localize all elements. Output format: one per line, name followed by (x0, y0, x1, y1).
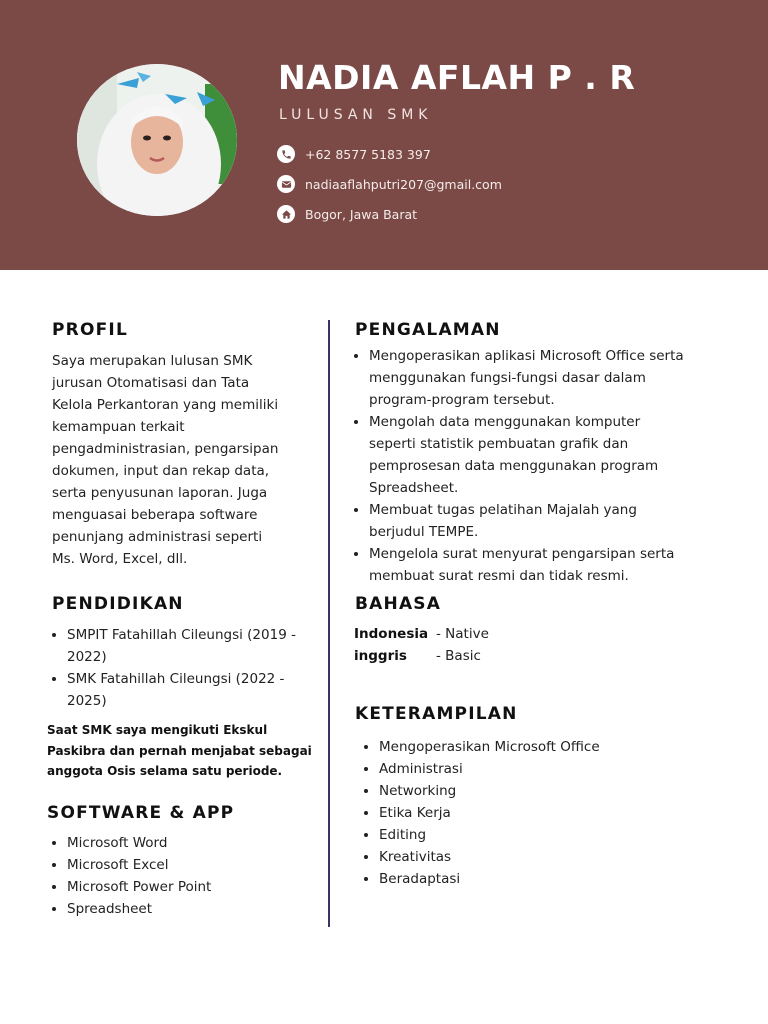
list-item: • Microsoft Excel (67, 854, 337, 876)
list-item-line: • SMPIT Fatahillah Cileungsi (2019 - (67, 627, 296, 643)
profil-line: dokumen, input dan rekap data, (52, 463, 270, 479)
email-text: nadiaaflahputri207@gmail.com (305, 176, 502, 192)
contact-location (277, 205, 417, 223)
list-item-line: • Mengoperasikan aplikasi Microsoft Office serta (369, 348, 684, 364)
header-banner (0, 0, 768, 270)
profil-text (52, 350, 322, 570)
profil-line: kemampuan terkait (52, 419, 185, 435)
profil-line: serta penyusunan laporan. Juga (52, 485, 268, 501)
profile-photo (77, 64, 237, 216)
list-item-line: pemprosesan data menggunakan program (369, 458, 659, 474)
person-subtitle: LULUSAN SMK (279, 107, 433, 123)
profil-line: penunjang administrasi seperti (52, 529, 263, 545)
list-item: • Editing (379, 824, 749, 846)
list-item (67, 624, 337, 668)
list-item: • Kreativitas (379, 846, 749, 868)
list-item-line: seperti statistik pembuatan grafik dan (369, 436, 629, 452)
profil-line: jurusan Otomatisasi dan Tata (52, 375, 250, 391)
section-title-software: SOFTWARE & APP (47, 803, 235, 823)
language-row (354, 645, 481, 667)
list-item: • Networking (379, 780, 749, 802)
section-title-profil: PROFIL (52, 320, 128, 340)
list-item-line: • Mengolah data menggunakan komputer (369, 414, 641, 430)
list-item-line: 2025) (67, 693, 107, 709)
pengalaman-list (354, 345, 754, 587)
section-title-pengalaman: PENGALAMAN (355, 320, 501, 340)
software-list (52, 832, 337, 920)
list-item: • Spreadsheet (67, 898, 337, 920)
mail-icon (277, 175, 295, 193)
language-name: Indonesia (354, 626, 429, 642)
contact-email (277, 175, 502, 193)
list-item: • Administrasi (379, 758, 749, 780)
language-level: - Native (436, 626, 489, 642)
list-item-line: 2022) (67, 649, 107, 665)
list-item (369, 499, 754, 543)
language-level: - Basic (436, 648, 481, 664)
note-line: Saat SMK saya mengikuti Ekskul (47, 723, 268, 737)
list-item (369, 411, 754, 499)
list-item (369, 543, 754, 587)
section-title-bahasa: BAHASA (355, 594, 442, 614)
profil-line: Kelola Perkantoran yang memiliki (52, 397, 279, 413)
list-item (67, 668, 337, 712)
note-line: anggota Osis selama satu periode. (47, 764, 283, 778)
profil-line: Saya merupakan lulusan SMK (52, 353, 253, 369)
phone-text: +62 8577 5183 397 (305, 146, 431, 162)
contact-phone (277, 145, 431, 163)
section-title-keterampilan: KETERAMPILAN (355, 704, 518, 724)
section-title-pendidikan: PENDIDIKAN (52, 594, 184, 614)
list-item-line: • Membuat tugas pelatihan Majalah yang (369, 502, 637, 518)
list-item-line: menggunakan fungsi-fungsi dasar dalam (369, 370, 646, 386)
list-item: • Etika Kerja (379, 802, 749, 824)
pendidikan-note (47, 720, 327, 782)
language-row (354, 623, 489, 645)
profil-line: pengadministrasian, pengarsipan (52, 441, 279, 457)
list-item: • Microsoft Word (67, 832, 337, 854)
person-name: NADIA AFLAH P . R (278, 58, 636, 97)
language-name: inggris (354, 648, 407, 664)
location-text: Bogor, Jawa Barat (305, 206, 418, 222)
list-item-line: • SMK Fatahillah Cileungsi (2022 - (67, 671, 285, 687)
note-line: Paskibra dan pernah menjabat sebagai (47, 743, 312, 758)
profil-line: menguasai beberapa software (52, 507, 258, 523)
list-item: • Microsoft Power Point (67, 876, 337, 898)
list-item (369, 345, 754, 411)
list-item-line: berjudul TEMPE. (369, 524, 479, 540)
list-item: • Mengoperasikan Microsoft Office (379, 736, 749, 758)
profil-line: Ms. Word, Excel, dll. (52, 551, 188, 567)
list-item-line: membuat surat resmi dan tidak resmi. (369, 568, 629, 584)
keterampilan-list (364, 736, 749, 890)
home-icon (277, 205, 295, 223)
list-item: • Beradaptasi (379, 868, 749, 890)
list-item-line: Spreadsheet. (369, 480, 459, 496)
list-item-line: • Mengelola surat menyurat pengarsipan serta (369, 546, 675, 562)
list-item-line: program-program tersebut. (369, 392, 555, 408)
pendidikan-list (52, 624, 337, 712)
phone-icon (277, 145, 295, 163)
